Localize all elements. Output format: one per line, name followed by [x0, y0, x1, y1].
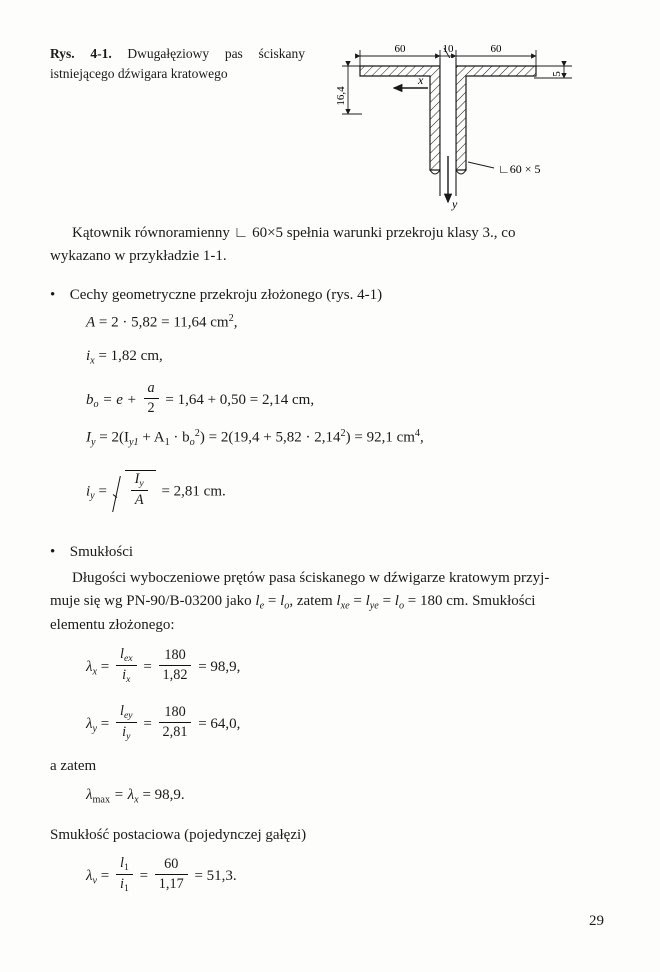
p2-seg-a: muje się wg PN-90/B-03200 jako — [50, 593, 256, 610]
figure-axis-x: x — [418, 73, 424, 87]
equation-Iy-rhs3: · b — [169, 429, 190, 446]
page-number: 29 — [589, 913, 604, 929]
equation-Iy-rhs4: ) = 2(19,4 + 5,82 · 2,14 — [199, 429, 341, 446]
figure-dim-center: 10 — [442, 43, 454, 55]
equation-lambda-x-den1: $i_x$ — [122, 666, 131, 685]
equation-lambda-v-num1: $l_1$ — [116, 855, 133, 875]
equation-Iy-rhs: = 2(I — [99, 429, 129, 446]
figure-dim-left: 60 — [394, 43, 406, 55]
equation-lambda-y-den1-sub: y — [126, 730, 131, 742]
equation-lambda-x-num2: 180 — [159, 647, 192, 666]
equation-lambda-v-den1-sub: 1 — [123, 882, 129, 894]
figure-section-label: ∟60 × 5 — [498, 162, 541, 176]
equation-lambda-y-sub: y — [92, 723, 98, 735]
bullet-icon-2: • — [50, 544, 56, 560]
equation-Iy-sub4: o — [189, 436, 195, 448]
bullet-slenderness — [50, 541, 133, 564]
paragraph-a-zatem — [50, 755, 96, 778]
equation-lambda-v-fraction2 — [155, 856, 188, 893]
equation-Iy-sup6: 4 — [414, 428, 420, 439]
equation-iy-fraction — [131, 471, 148, 509]
paragraph-class-check — [50, 222, 612, 269]
equation-ix — [86, 348, 163, 366]
equation-lambda-x-den1-sub: x — [126, 673, 131, 685]
equation-lambda-y-lhs: λ — [86, 716, 93, 733]
equation-lambda-v-eq1: = — [100, 868, 110, 885]
equation-lambda-y-num1: $l_{ey}$ — [116, 703, 137, 723]
equation-Iy-sub2: y1 — [128, 436, 139, 448]
equation-lambda-max-lhs: λ — [86, 787, 93, 803]
equation-area-tail: , — [233, 314, 238, 331]
figure-dim-vertical-left: 16,4 — [335, 86, 347, 106]
equation-Iy-tail: , — [419, 429, 424, 446]
paragraph-buckling-line1: Długości wyboczeniowe prętów pasa ściskanego w dźwigarze kratowym przyj- — [72, 570, 550, 586]
paragraph-postaciowa — [50, 824, 306, 847]
equation-lambda-y-rhs: = 64,0, — [198, 716, 241, 733]
equation-lambda-x-num1: $l_{ex}$ — [116, 646, 137, 666]
equation-bo-eq1: = e + — [102, 391, 137, 408]
equation-area-lhs: A — [86, 314, 96, 331]
paragraph-postaciowa-text: Smukłość postaciowa (pojedynczej gałęzi) — [50, 827, 307, 843]
equation-Iy-rhs5: ) = 92,1 cm — [345, 429, 415, 446]
bullet-geometric-properties — [50, 284, 382, 307]
equation-lambda-x-sub: x — [92, 666, 98, 678]
bullet-icon: • — [50, 287, 56, 303]
equation-area-rhs: = 2 · 5,82 = 11,64 cm — [98, 314, 229, 331]
figure-caption-label: Rys. 4-1. — [50, 46, 112, 61]
equation-lambda-max-sub: max — [92, 794, 111, 806]
equation-lambda-v-lhs: λ — [86, 868, 93, 885]
symbol-lxe-sub: xe — [340, 600, 350, 612]
equation-lambda-v-num2: 60 — [155, 856, 188, 875]
equation-lambda-max-rhs: = 98,9. — [138, 787, 185, 803]
equation-lambda-v-fraction1 — [116, 855, 133, 894]
figure-axis-y: y — [452, 197, 458, 211]
equation-ix-rhs: = 1,82 cm, — [98, 348, 163, 364]
equation-iy-numerator-sub: y — [139, 477, 144, 489]
equation-lambda-y — [86, 702, 241, 744]
equation-lambda-x — [86, 645, 241, 687]
equation-iy-radicand — [125, 470, 156, 514]
equation-lambda-x-eq2: = — [143, 659, 152, 676]
equation-Iy — [86, 428, 424, 448]
equation-area — [86, 313, 237, 332]
equation-iy-sqrt — [113, 470, 156, 514]
equation-iy-rhs: = 2,81 cm. — [161, 483, 226, 500]
paragraph-class-check-line1: Kątownik równoramienny ∟ 60×5 spełnia warunki przekroju klasy 3., co — [72, 225, 516, 241]
symbol-lo-2: l — [394, 593, 399, 610]
symbol-le: l — [255, 593, 260, 610]
paragraph-a-zatem-text: a zatem — [50, 758, 97, 774]
equation-lambda-v-rhs: = 51,3. — [194, 868, 237, 885]
equation-ix-sub: x — [90, 355, 95, 367]
paragraph-buckling-lengths — [50, 567, 612, 638]
equation-lambda-y-den2: 2,81 — [162, 723, 188, 740]
symbol-le-sub: e — [259, 600, 265, 612]
equation-area-exp: 2 — [228, 313, 234, 324]
equation-lambda-max — [86, 787, 185, 805]
p2-seg-e: = — [378, 593, 395, 610]
equation-bo — [86, 379, 315, 419]
equation-lambda-y-num1-sub: ey — [123, 709, 133, 721]
equation-iy — [86, 470, 226, 514]
equation-lambda-max-eq: = λ — [113, 787, 135, 803]
equation-bo-sub: o — [93, 399, 99, 411]
equation-lambda-v-num1-sub: 1 — [123, 861, 129, 873]
equation-lambda-x-fraction2 — [159, 647, 192, 684]
equation-lambda-x-eq1: = — [100, 659, 110, 676]
figure-caption-text: Dwugałęziowy pas ściskany istniejącego dźwigara kratowego — [50, 46, 305, 81]
equation-bo-lhs: b — [86, 391, 94, 408]
equation-lambda-x-num1-sub: ex — [123, 652, 133, 664]
symbol-lxe: l — [336, 593, 341, 610]
equation-lambda-v-den1: $i_1$ — [120, 875, 129, 894]
symbol-lye: l — [365, 593, 370, 610]
symbol-lo-sub: o — [284, 600, 290, 612]
figure-caption — [50, 44, 305, 83]
p2-seg-d: = — [349, 593, 366, 610]
equation-lambda-max-sub2: x — [134, 794, 139, 806]
equation-lambda-y-fraction1 — [116, 703, 137, 742]
p2-seg-f: = 180 cm. Smukłości — [404, 593, 536, 610]
equation-Iy-sub3: 1 — [164, 436, 170, 448]
equation-lambda-y-den1: $i_y$ — [122, 723, 131, 742]
equation-Iy-lhs: I — [86, 429, 91, 446]
equation-lambda-v-sub: v — [92, 875, 98, 887]
equation-lambda-x-rhs: = 98,9, — [198, 659, 241, 676]
symbol-lo-sub-2: o — [398, 600, 405, 612]
equation-lambda-y-num2: 180 — [159, 704, 192, 723]
equation-bo-denominator: 2 — [147, 399, 155, 416]
equation-iy-denominator: A — [134, 491, 144, 508]
cross-section-figure — [318, 36, 618, 211]
paragraph-buckling-line2 — [50, 590, 535, 614]
equation-Iy-rhs2: + A — [138, 429, 165, 446]
equation-lambda-v-eq2: = — [139, 868, 149, 885]
paragraph-class-check-line2: wykazano w przykładzie 1-1. — [50, 248, 227, 265]
equation-lambda-x-lhs: λ — [86, 659, 93, 676]
equation-bo-rhs: = 1,64 + 0,50 = 2,14 cm, — [165, 391, 315, 408]
equation-lambda-v-den2: 1,17 — [158, 875, 184, 892]
symbol-lye-sub: ye — [369, 600, 379, 612]
equation-Iy-sub: y — [91, 436, 96, 448]
equation-iy-lhs: i — [86, 483, 91, 500]
equation-ix-lhs: i — [86, 348, 91, 364]
equation-lambda-y-eq1: = — [100, 716, 110, 733]
bullet-geometric-properties-label: Cechy geometryczne przekroju złożonego (rys. 4-1) — [69, 287, 383, 303]
equation-Iy-sup5: 2 — [340, 428, 346, 439]
figure-dim-vertical-right: 5 — [551, 71, 563, 77]
equation-bo-numerator: a — [144, 380, 159, 399]
equation-iy-sub: y — [90, 490, 95, 502]
equation-iy-numerator: $I_y$ — [131, 471, 148, 491]
p2-seg-b: = — [264, 593, 281, 610]
paragraph-buckling-line3: elementu złożonego: — [50, 617, 175, 634]
equation-Iy-sup4: 2 — [194, 428, 200, 439]
figure-dim-right: 60 — [490, 43, 502, 55]
bullet-slenderness-label: Smukłości — [69, 544, 134, 560]
symbol-lo: l — [280, 593, 285, 610]
equation-lambda-y-fraction2 — [159, 704, 192, 741]
equation-lambda-v — [86, 854, 237, 896]
equation-bo-fraction — [144, 380, 159, 417]
equation-lambda-y-eq2: = — [143, 716, 152, 733]
equation-lambda-x-den2: 1,82 — [162, 666, 188, 683]
p2-seg-c: , zatem — [289, 593, 337, 610]
equation-iy-eq: = — [98, 483, 107, 500]
equation-lambda-x-fraction1 — [116, 646, 137, 685]
